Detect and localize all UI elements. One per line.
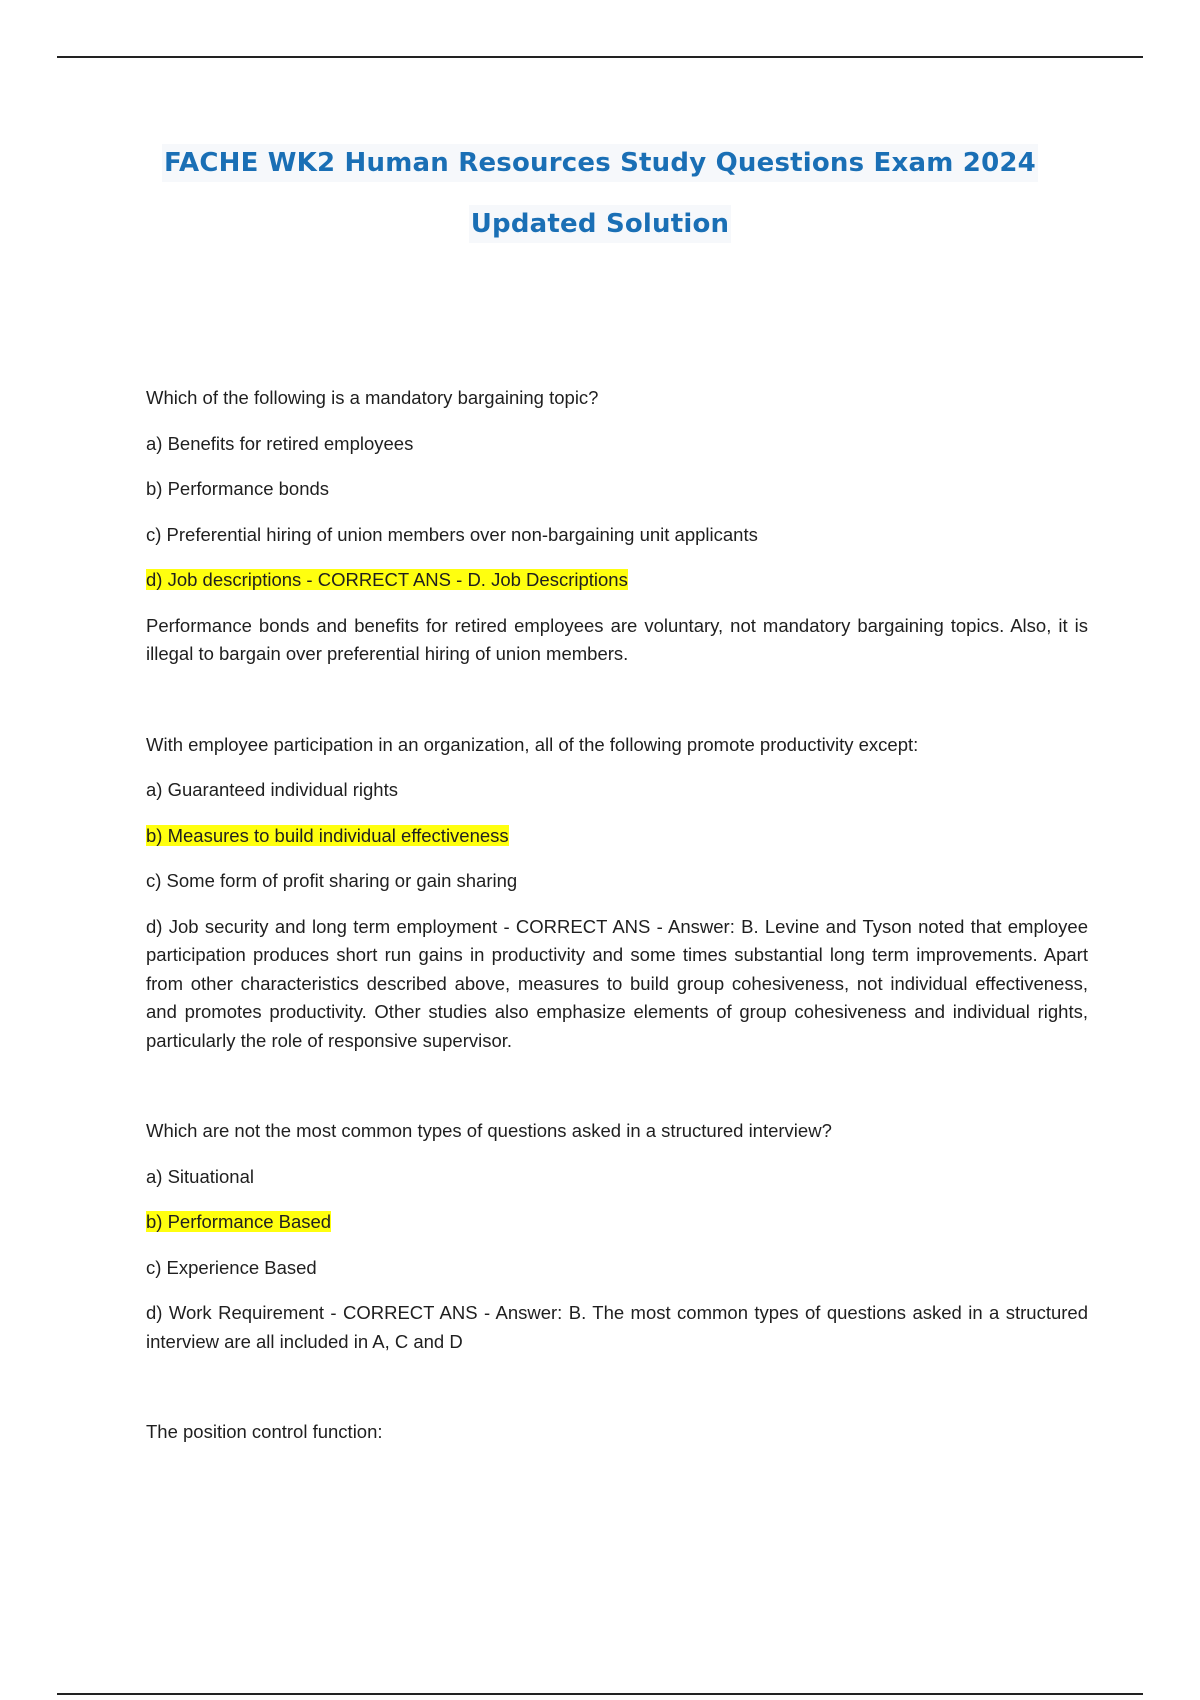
document-title-line2 (0, 209, 1200, 239)
highlighted-answer: d) Job descriptions - CORRECT ANS - D. Job Descriptions (146, 569, 628, 590)
option-d: d) Job security and long term employment - CORRECT ANS - Answer: B. Levine and Tyson noted that employee participation produces short run gains in productivity and some times substantial long term improvements. Apart from other characteristics described above, measures to build group cohesiveness, not individual effectiveness, and promotes productivity. Other studies also emphasize elements of group cohesiveness and individual rights, particularly the role of responsive supervisor. (146, 915, 1088, 1051)
option-b (146, 822, 1088, 851)
option-d (146, 566, 1088, 595)
question-text: Which of the following is a mandatory bargaining topic? (146, 387, 599, 408)
option-c: c) Some form of profit sharing or gain sharing (146, 870, 518, 891)
option-d: d) Work Requirement - CORRECT ANS - Answer: B. The most common types of questions asked in a structured interview are all included in A, C and D (146, 1302, 1088, 1352)
option-a: a) Situational (146, 1165, 254, 1187)
option-c: c) Preferential hiring of union members over non-bargaining unit applicants (146, 523, 758, 545)
section-spacer (146, 686, 1088, 731)
question-text: With employee participation in an organization, all of the following promote productivity except: (146, 733, 919, 755)
highlighted-answer: b) Measures to build individual effectiveness (146, 824, 509, 846)
highlighted-answer: b) Performance Based (146, 1211, 332, 1232)
option-a: a) Guaranteed individual rights (146, 779, 398, 800)
bottom-rule (57, 1693, 1143, 1695)
explanation-text: Performance bonds and benefits for retired employees are voluntary, not mandatory bargaining topics. Also, it is illegal to bargain over preferential hiring of union members. (146, 614, 1088, 664)
option-a: a) Benefits for retired employees (146, 432, 414, 454)
question-block-1 (146, 384, 1088, 669)
section-spacer (146, 1373, 1088, 1418)
question-block-4 (146, 1418, 1088, 1447)
document-title-line1 (0, 148, 1200, 178)
document-title-text-1: FACHE WK2 Human Resources Study Questions Exam 2024 (162, 144, 1038, 182)
top-rule (57, 56, 1143, 58)
question-block-2 (146, 731, 1088, 1056)
option-b: b) Performance bonds (146, 478, 330, 499)
question-block-3 (146, 1117, 1088, 1356)
question-text: Which are not the most common types of questions asked in a structured interview? (146, 1120, 832, 1141)
question-text: The position control function: (146, 1421, 383, 1442)
option-c: c) Experience Based (146, 1256, 317, 1278)
document-title-text-2: Updated Solution (469, 205, 732, 243)
option-b (146, 1208, 1088, 1237)
document-body (146, 384, 1088, 1464)
section-spacer (146, 1072, 1088, 1117)
